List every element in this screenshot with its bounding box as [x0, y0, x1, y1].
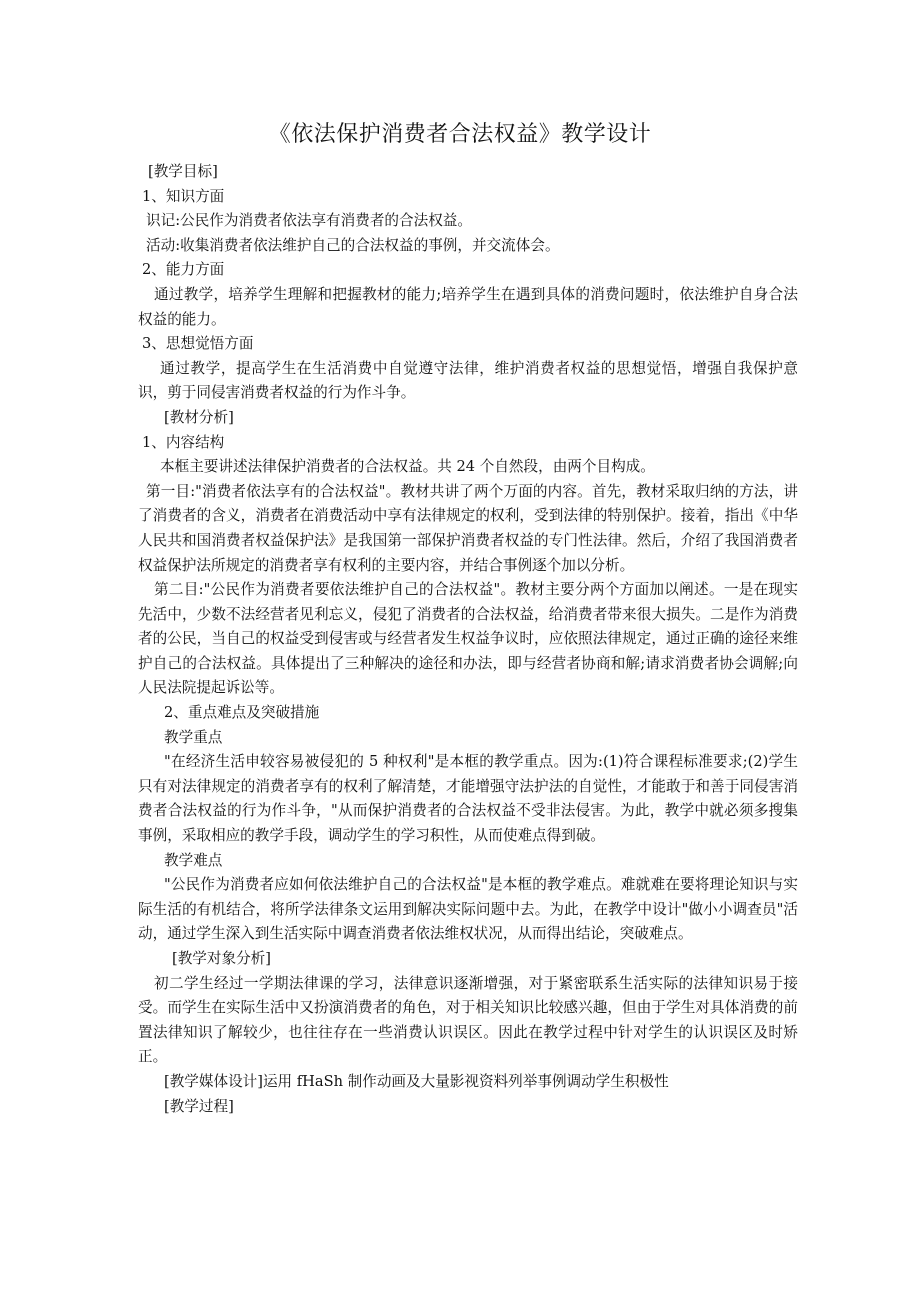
- section-heading-audience: [教学对象分析]: [172, 950, 271, 967]
- paragraph-audience: 初二学生经过一学期法律课的学习，法律意识逐渐增强，对于紧密联系生活实际的法律知识易于接受。而学生在实际生活中又扮演消费者的角色，对于相关知识比较感兴趣，但由于学生对具体消费的前置法律知识了解较少，也往往存在一些消费认识误区。因此在教学过程中针对学生的认识误区及时矫正。: [138, 974, 798, 1066]
- paragraph-first-section: 第一目:"消费者依法享有的合法权益"。教材共讲了两个万面的内容。首先，教材采取归纳的方法，讲了消费者的含义，消费者在消费活动中享有法律规定的权利，受到法律的特别保护。接着，指出《中华人民共和国消费者权益保护法》是我国第一部保护消费者权益的专门性法律。然后，介绍了我国消费者权益保护法所规定的消费者享有权利的主要内容，并结合事例逐个加以分析。: [138, 482, 798, 574]
- document-body: [138, 160, 798, 1119]
- document-title: 《依法保护消费者合法权益》教学设计: [268, 122, 652, 147]
- subheading-knowledge: 1、知识方面: [142, 187, 225, 205]
- section-heading-process: [教学过程]: [164, 1097, 234, 1115]
- paragraph-awareness: 通过教学，提高学生在生活消费中自觉遵守法律，维护消费者权益的思想觉悟，增强自我保护意识，剪于同侵害消费者权益的行为作斗争。: [138, 359, 798, 402]
- subheading-ability: 2、能力方面: [142, 261, 225, 279]
- section-heading-material: [教材分析]: [164, 408, 234, 426]
- paragraph-activity: 活动:收集消费者依法维护自己的合法权益的事例，并交流体会。: [146, 236, 560, 254]
- subheading-structure: 1、内容结构: [142, 433, 225, 451]
- subheading-teaching-difficulty: 教学难点: [164, 851, 223, 869]
- paragraph-ability: 通过教学，培养学生理解和把握教材的能力;培养学生在遇到具体的消费问题时，依法维护自身合法权益的能力。: [138, 285, 798, 328]
- paragraph-recall: 识记:公民作为消费者依法享有消费者的合法权益。: [146, 212, 472, 230]
- paragraph-teaching-focus: "在经济生活申较容易被侵犯的 5 种权利"是本框的教学重点。因为:(1)符合课程标准要求;(2)学生只有对法律规定的消费者享有的权利了解清楚，才能增强守法护法的自觉性，才能敢于和善于同侵害消费者合法权益的行为作斗争，"从而保护消费者的合法权益不受非法侵害。为此，教学中就必须多搜集事例，采取相应的教学手段，调动学生的学习积性，从而使难点得到破。: [138, 753, 798, 845]
- section-heading-media: [教学媒体设计]运用 fHaSh 制作动画及大量影视资料列举事例调动学生积极性: [164, 1072, 669, 1090]
- paragraph-teaching-difficulty: "公民作为消费者应如何依法维护自己的合法权益"是本框的教学难点。难就难在要将理论知识与实际生活的有机结合，将所学法律条文运用到解决实际问题中去。为此，在教学中设计"做小小调查员"活动，通过学生深入到生活实际中调查消费者依法维权状况，从而得出结论，突破难点。: [138, 876, 798, 943]
- paragraph-second-section: 第二目:"公民作为消费者要依法维护自己的合法权益"。教材主要分两个方面加以阐述。一是在现实先活中，少数不法经营者见利忘义，侵犯了消费者的合法权益，给消费者带来很大损失。二是作为消费者的公民，当自己的权益受到侵害或与经营者发生权益争议时，应依照法律规定，通过正确的途径来维护自己的合法权益。具体提出了三种解决的途径和办法，即与经营者协商和解;请求消费者协会调解;向人民法院提起诉讼等。: [138, 581, 798, 697]
- section-heading-objectives: [教学目标]: [148, 163, 218, 180]
- subheading-teaching-focus: 教学重点: [164, 728, 223, 746]
- paragraph-structure: 本框主要讲述法律保护消费者的合法权益。共 24 个自然段，由两个目构成。: [160, 458, 655, 476]
- subheading-awareness: 3、思想觉悟方面: [142, 335, 254, 353]
- subheading-key-points: 2、重点难点及突破措施: [164, 704, 320, 722]
